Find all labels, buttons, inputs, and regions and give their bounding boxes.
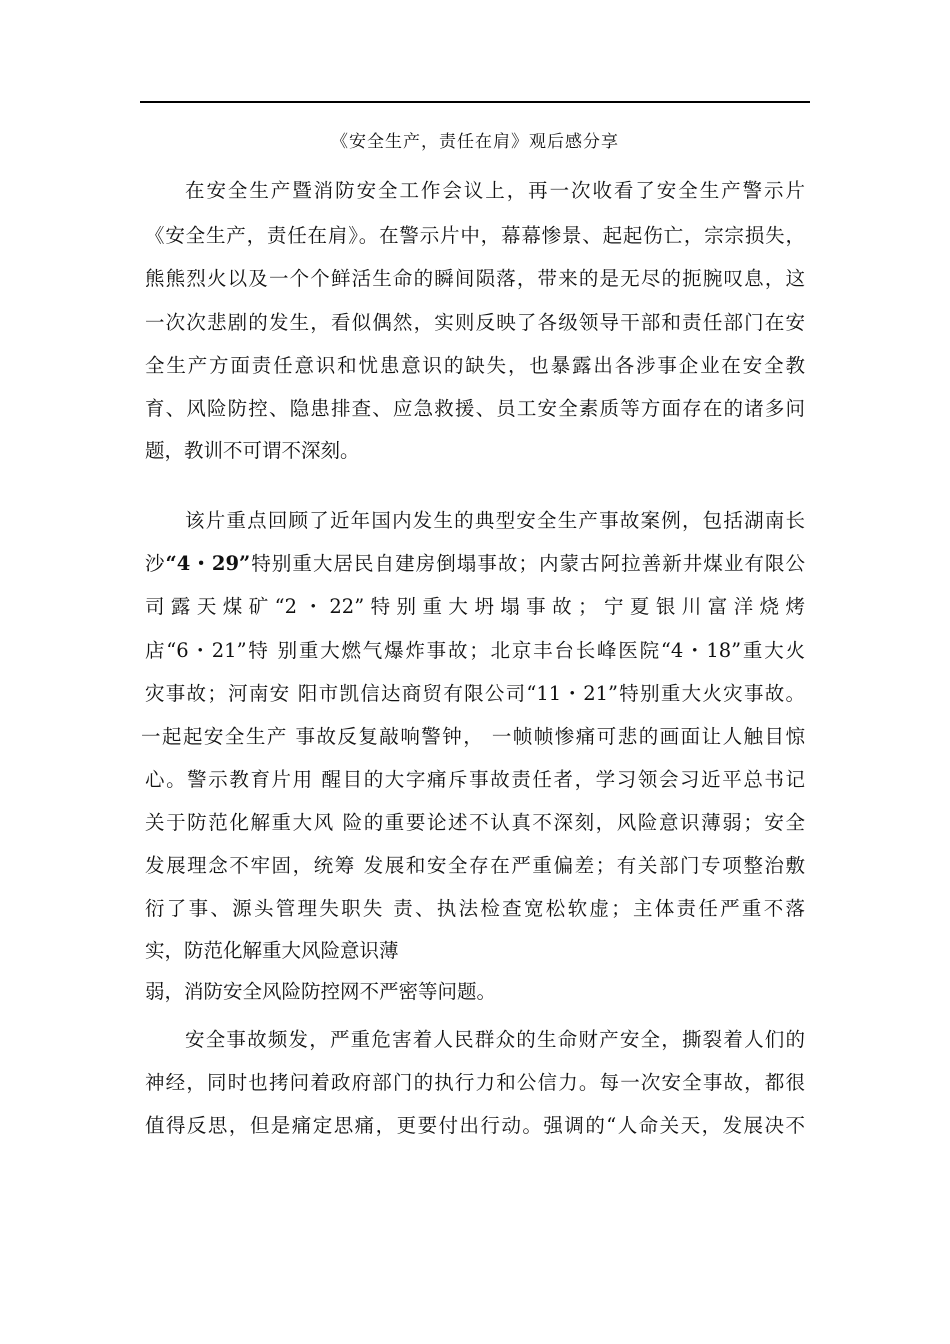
paragraph-2-line-12: 弱，消防安全风险防控网不严密等问题。 xyxy=(145,980,497,1003)
paragraph-3-line-1: 安全事故频发，严重危害着人民群众的生命财产安全，撕裂着人们的 xyxy=(185,1028,805,1051)
paragraph-1-line-5: 全生产方面责任意识和忧患意识的缺失，也暴露出各涉事企业在安全教 xyxy=(145,354,805,377)
paragraph-2-line-4: 店“6・21”特 别重大燃气爆炸事故；北京丰台长峰医院“4・18”重大火 xyxy=(145,639,805,662)
paragraph-2-line-10: 衍了事、源头管理失职失 责、执法检查宽松软虚；主体责任严重不落 xyxy=(145,897,805,920)
paragraph-1-line-3: 熊熊烈火以及一个个鲜活生命的瞬间陨落，带来的是无尽的扼腕叹息，这 xyxy=(145,267,805,290)
bold-incident-date: “4・29” xyxy=(165,552,251,575)
paragraph-2-line-7: 心。警示教育片用 醒目的大字痛斥事故责任者，学习领会习近平总书记 xyxy=(145,768,805,791)
paragraph-2-line-2-after: 特别重大居民自建房倒塌事故；内蒙古阿拉善新井煤业有限公 xyxy=(250,552,805,575)
paragraph-3-line-2: 神经，同时也拷问着政府部门的执行力和公信力。每一次安全事故，都很 xyxy=(145,1071,805,1094)
paragraph-2-line-5: 灾事故；河南安 阳市凯信达商贸有限公司“11・21”特别重大火灾事故。 xyxy=(145,682,805,705)
paragraph-1-line-7: 题，教训不可谓不深刻。 xyxy=(145,439,360,462)
paragraph-2-line-9: 发展理念不牢固，统筹 发展和安全存在严重偏差；有关部门专项整治敷 xyxy=(145,854,805,877)
paragraph-2-line-6: 一起起安全生产 事故反复敲响警钟， 一帧帧惨痛可悲的画面让人触目惊 xyxy=(141,725,805,748)
paragraph-3-line-3: 值得反思，但是痛定思痛，更要付出行动。强调的“人命关天，发展决不 xyxy=(145,1114,805,1137)
paragraph-2-line-2-before: 沙 xyxy=(145,552,166,575)
paragraph-1-line-4: 一次次悲剧的发生，看似偶然，实则反映了各级领导干部和责任部门在安 xyxy=(145,311,805,334)
paragraph-2-line-11: 实，防范化解重大风险意识薄 xyxy=(145,939,399,962)
paragraph-2-line-3: 司露天煤矿“2・22”特别重大坍塌事故；宁夏银川富洋烧烤 xyxy=(145,595,805,618)
paragraph-2-line-8: 关于防范化解重大风 险的重要论述不认真不深刻，风险意识薄弱；安全 xyxy=(145,811,805,834)
paragraph-2-line-2 xyxy=(145,549,805,579)
paragraph-1-line-6: 育、风险防控、隐患排查、应急救援、员工安全素质等方面存在的诸多问 xyxy=(145,397,805,420)
paragraph-1-line-1: 在安全生产暨消防安全工作会议上，再一次收看了安全生产警示片 xyxy=(185,179,805,202)
document-title: 《安全生产，责任在肩》观后感分享 xyxy=(331,132,619,152)
paragraph-2-line-1: 该片重点回顾了近年国内发生的典型安全生产事故案例，包括湖南长 xyxy=(185,509,805,532)
paragraph-1-line-2: 《安全生产，责任在肩》。在警示片中，幕幕惨景、起起伤亡，宗宗损失， xyxy=(145,224,805,247)
header-rule xyxy=(140,101,810,103)
